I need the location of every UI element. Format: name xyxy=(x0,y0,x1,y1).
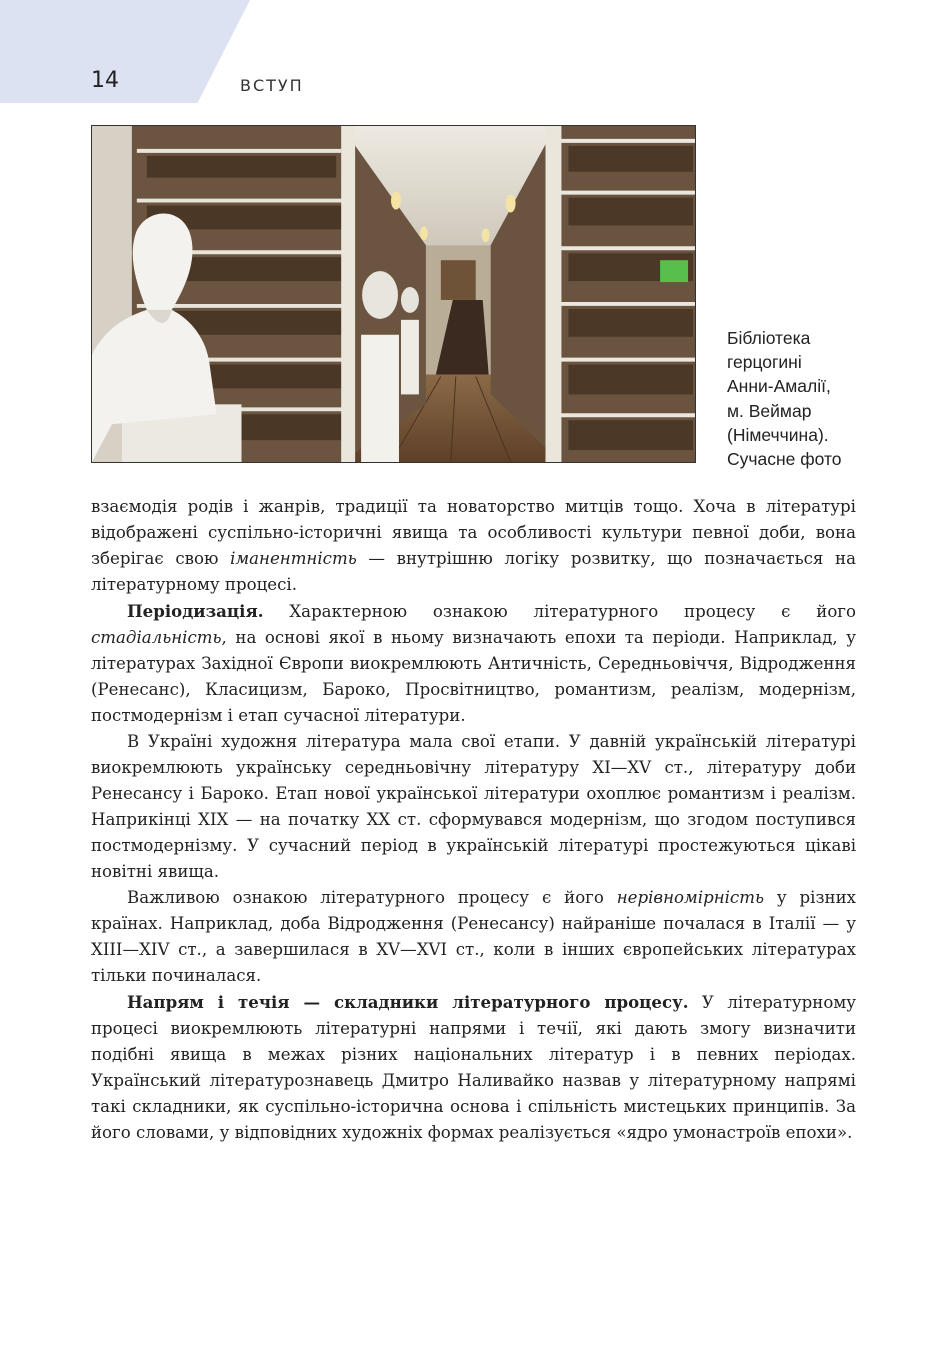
heading-movements: Напрям і течія — складники літературного процесу. xyxy=(127,992,689,1012)
paragraph-text: , на основі якої в ньому визначають епохи та періоди. Наприклад, у літературах Західної Європи виокремлюють Античність, Середньовіччя, Відродження (Ренесанс), Класицизм, Бароко, Просвітництво, романтизм, реалізм, модернізм, постмодернізм і етап сучасної літератури. xyxy=(91,628,856,725)
section-title: ВСТУП xyxy=(240,76,304,95)
paragraph-text: у різних країнах. Наприклад, доба Відродження (Ренесансу) найраніше почалася в Італії — у XIII—XIV ст., а завершилася в XV—XVI ст., коли в інших європейських літературах тільки починалася. xyxy=(91,888,856,985)
caption-line: Анни-Амалії, xyxy=(727,376,831,397)
page-number: 14 xyxy=(91,68,119,93)
caption-line: герцогині xyxy=(727,352,802,373)
library-photo xyxy=(91,125,696,463)
library-photo-illustration xyxy=(92,126,695,462)
paragraph-text: Характерною ознакою літературного процесу є його xyxy=(263,602,856,621)
paragraph-ukraine-stages: В Україні художня література мала свої етапи. У давній українській літературі виокремлюють українську середньовічну літературу XI—XV ст., літературу доби Ренесансу і Бароко. Етап нової української літератури охоплює романтизм і реалізм. Наприкінці XIX — на початку XX ст. сформувався модернізм, що згодом поступився постмодернізму. У сучасний період в українській літературі простежуються цікаві новітні явища. xyxy=(91,732,856,881)
paragraph-continuation xyxy=(91,494,856,598)
figure-caption xyxy=(727,326,927,471)
term-immanence: іманентність xyxy=(230,549,357,568)
body-text xyxy=(91,494,856,1146)
caption-line: Сучасне фото xyxy=(727,449,842,470)
term-staging: стадіальність xyxy=(91,628,222,647)
paragraph-text: взаємодія родів і жанрів, традиції та новаторство митців тощо. Хоча в літературі відображені суспільно-історичні явища та особливості культури певної доби, вона зберігає свою xyxy=(91,497,856,568)
header-corner-band xyxy=(0,0,250,103)
paragraph-unevenness xyxy=(91,885,856,989)
paragraph-text: — внутрішню логіку розвитку, що позначається на літературному процесі. xyxy=(91,549,857,594)
paragraph-periodization xyxy=(91,598,856,729)
term-unevenness: нерівномірність xyxy=(616,888,764,907)
caption-line: (Німеччина). xyxy=(727,424,829,445)
paragraph-movements xyxy=(91,989,856,1146)
paragraph-text: У літературному процесі виокремлюють літературні напрями і течії, які дають змогу визначити подібні явища в межах різних національних літератур і в певних періодах. Український літературознавець Дмитро Наливайко назвав у літературному напрямі такі складники, як суспільно-історична основа і спільність мистецьких принципів. За його словами, у відповідних художніх формах реалізується «ядро умонастроїв епохи». xyxy=(91,993,856,1142)
paragraph-text: Важливою ознакою літературного процесу є його xyxy=(127,888,617,907)
caption-line: м. Веймар xyxy=(727,400,812,421)
caption-line: Бібліотека xyxy=(727,328,811,348)
heading-periodization: Періодизація. xyxy=(127,601,264,621)
